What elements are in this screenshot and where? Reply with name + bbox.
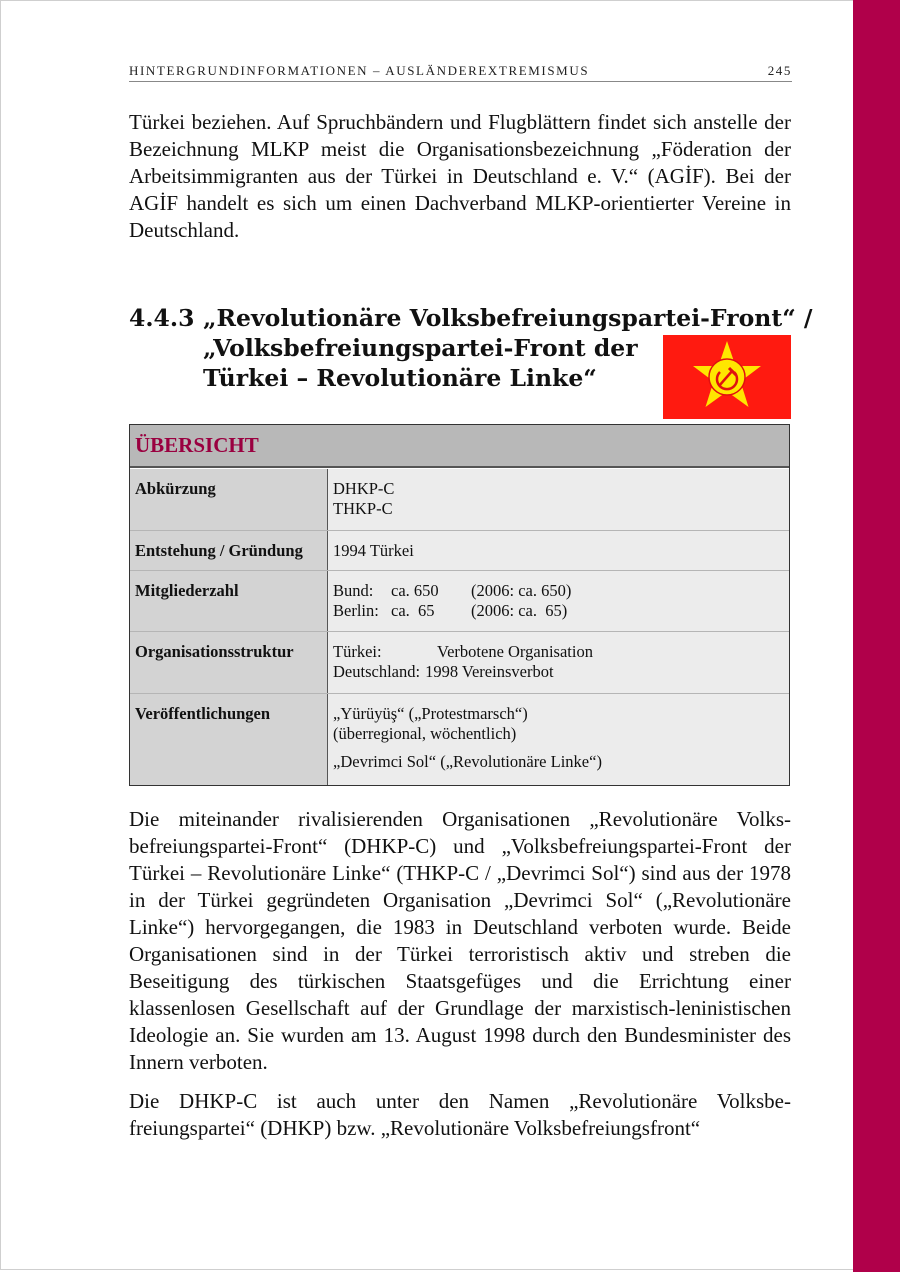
structure-line [333, 662, 789, 682]
body-paragraph-1: Türkei beziehen. Auf Spruchbändern und Flugblättern findet sich anstelle der Bezeichnung MLKP meist die Organisationsbezeichnung „Föderation der Arbeitsimmigranten aus der Türkei in Deutschland e. V.“ (AGİF). Bei der AGİF handelt es sich um einen Dachverband MLKP-orientierter Vereine in Deutschland. [129, 110, 791, 242]
running-title: HINTERGRUNDINFORMATIONEN – AUSLÄNDEREXTREMISMUS [129, 63, 590, 78]
structure-line [333, 642, 789, 662]
member-prev-year: (2006: ca. 65) [471, 601, 568, 620]
flag-emblem-icon [663, 335, 791, 419]
publication-line: „Devrimci Sol“ („Revolutionäre Linke“) [333, 752, 602, 771]
overview-row-organisationsstruktur [130, 631, 789, 693]
row-label: Entstehung / Gründung [130, 531, 328, 570]
overview-row-mitgliederzahl [130, 570, 789, 631]
section-title-line-1: „Revolutionäre Volksbefreiungspartei-Front“ / [203, 304, 813, 332]
body-paragraph-2: Die miteinander rivalisierenden Organisationen „Revolutionäre Volksbefreiungspartei-Front“ (DHKP-C) und „Volksbefreiungspartei-Front der Türkei – Revolutionäre Linke“ (THKP-C / „Devrimci Sol“) sind aus der 1978 in der Türkei gegründeten Organisation „Devrimci Sol“ („Revolutionäre Linke“) hervorgegangen, die 1983 in Deutschland verboten wurde. Beide Organisationen sind in der Türkei terroristisch aktiv und streben die Beseitigung des türkischen Staatsgefüges und die Errichtung einer klassenlosen Gesellschaft auf der Grundlage der marxistisch-leninistischen Ideologie an. Sie wurden am 13. August 1998 durch den Bundesminister des Innern verboten. [129, 807, 791, 1074]
row-label: Organisationsstruktur [130, 632, 328, 693]
row-value: 1994 Türkei [328, 531, 789, 570]
structure-place: Türkei: [333, 642, 382, 661]
publication-line: (überregional, wöchentlich) [333, 724, 517, 743]
overview-row-gruendung [130, 530, 789, 570]
row-label: Veröffentlichungen [130, 694, 328, 785]
row-value [328, 632, 789, 693]
member-count: ca. 65 [391, 601, 435, 620]
member-count: ca. 650 [391, 581, 439, 600]
section-title-line-2: „Volksbefreiungspartei-Front der [203, 334, 638, 362]
header-rule [129, 81, 792, 82]
side-color-band [853, 0, 900, 1272]
member-place: Berlin: [333, 601, 379, 620]
running-header [129, 63, 792, 79]
value-line: THKP-C [333, 499, 393, 518]
member-place: Bund: [333, 581, 374, 600]
row-value [328, 571, 789, 631]
row-label: Mitgliederzahl [130, 571, 328, 631]
page-number: 245 [767, 63, 792, 78]
overview-heading: ÜBERSICHT [130, 425, 789, 468]
section-number: 4.4.3 [129, 304, 195, 332]
section-title-line-3: Türkei – Revolutionäre Linke“ [203, 364, 597, 392]
dhkp-c-flag-icon [663, 335, 791, 419]
overview-table [129, 424, 790, 786]
row-value [328, 694, 789, 785]
member-line [333, 601, 789, 621]
row-label: Abkürzung [130, 469, 328, 530]
body-paragraph-3: Die DHKP-C ist auch unter den Namen „Revolutionäre Volksbefreiungspartei“ (DHKP) bzw. „Revolutionäre Volksbefreiungsfront“ [129, 1089, 791, 1140]
row-value [328, 469, 789, 530]
value-line: DHKP-C [333, 479, 395, 498]
structure-value: 1998 Vereinsverbot [425, 662, 554, 681]
overview-row-veroeffentlichungen [130, 693, 789, 785]
structure-place: Deutschland: [333, 662, 421, 681]
publication-line: „Yürüyüş“ („Protestmarsch“) [333, 704, 528, 723]
overview-row-abkuerzung [130, 468, 789, 530]
member-line [333, 581, 789, 601]
structure-value: Verbotene Organisation [437, 642, 593, 661]
member-prev-year: (2006: ca. 650) [471, 581, 572, 600]
